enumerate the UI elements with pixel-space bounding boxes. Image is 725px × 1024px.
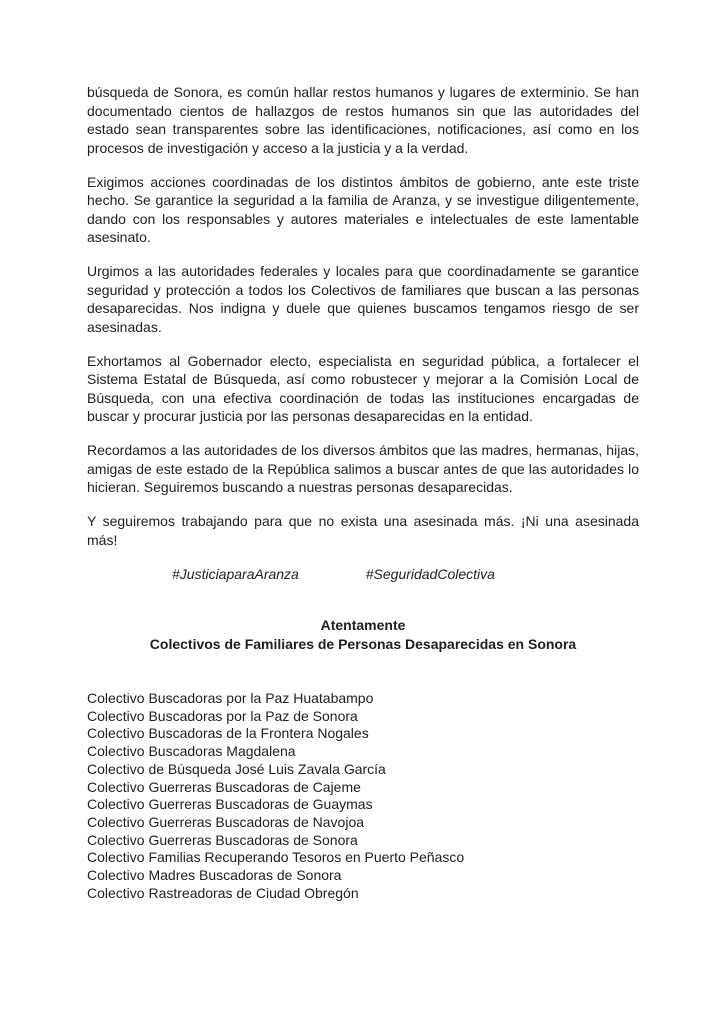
collective-item: Colectivo Buscadoras por la Paz Huatabampo	[87, 690, 374, 706]
closing-salutation: Atentamente	[320, 617, 406, 633]
paragraph-remind-authorities: Recordamos a las autoridades de los diversos ámbitos que las madres, hermanas, hijas, amigas de este estado de la República salimos a buscar antes de que las autoridades lo hicieran. Seguiremos buscando a nuestras personas desaparecidas.	[87, 442, 639, 495]
paragraph-demand-coordination: Exigimos acciones coordinadas de los distintos ámbitos de gobierno, ante este triste hecho. Se garantice la seguridad a la familia de Aranza, y se investigue diligentemente, dando con los responsables y autores materiales e intelectuales de este lamentable asesinato.	[87, 173, 639, 245]
hashtag-line	[87, 565, 639, 584]
collective-item: Colectivo Rastreadoras de Ciudad Obregón	[87, 884, 359, 901]
paragraph-urge-protection: Urgimos a las autoridades federales y locales para que coordinadamente se garantice seguridad y protección a todos los Colectivos de familiares que buscan a las personas desaparecidas. Nos indigna y duele que quienes buscamos tengamos riesgo de ser asesinadas.	[87, 263, 639, 335]
collective-item: Colectivo Guerreras Buscadoras de Sonora	[87, 831, 358, 848]
collective-item: Colectivo Guerreras Buscadoras de Cajeme	[87, 778, 361, 795]
closing-block	[87, 616, 639, 653]
document-content	[87, 83, 639, 902]
paragraph-never-again: Y seguiremos trabajando para que no exista una asesinada más. ¡Ni una asesinada más!	[87, 513, 639, 548]
collective-item: Colectivo Familias Recuperando Tesoros en Puerto Peñasco	[87, 849, 465, 866]
paragraph-exhort-governor: Exhortamos al Gobernador electo, especialista en seguridad pública, a fortalecer el Sistema Estatal de Búsqueda, así como robustecer y mejorar a la Comisión Local de Búsqueda, con una efectiva coordinación de todas las instituciones encargadas de buscar y procurar justicia por las personas desaparecidas en la entidad.	[87, 352, 639, 424]
collective-item: Colectivo Guerreras Buscadoras de Navojoa	[87, 813, 365, 830]
collective-item: Colectivo Guerreras Buscadoras de Guaymas	[87, 796, 373, 813]
collective-item: Colectivo Madres Buscadoras de Sonora	[87, 867, 342, 884]
closing-signatory: Colectivos de Familiares de Personas Desaparecidas en Sonora	[149, 635, 577, 652]
paragraph-findings: búsqueda de Sonora, es común hallar restos humanos y lugares de exterminio. Se han documentado cientos de hallazgos de restos humanos sin que las autoridades del estado sean transparentes sobre las identificaciones, notificaciones, así como en los procesos de investigación y acceso a la justicia y a la verdad.	[87, 84, 639, 156]
collective-item: Colectivo de Búsqueda José Luis Zavala García	[87, 760, 386, 777]
hashtag-justicia-para-aranza: #JusticiaparaAranza	[172, 565, 299, 582]
hashtag-seguridad-colectiva: #SeguridadColectiva	[365, 565, 495, 582]
collective-item: Colectivo Buscadoras de la Frontera Nogales	[87, 725, 369, 742]
collective-item: Colectivo Buscadoras por la Paz de Sonora	[87, 707, 358, 724]
collective-item: Colectivo Buscadoras Magdalena	[87, 743, 296, 760]
collectives-list	[87, 690, 639, 902]
